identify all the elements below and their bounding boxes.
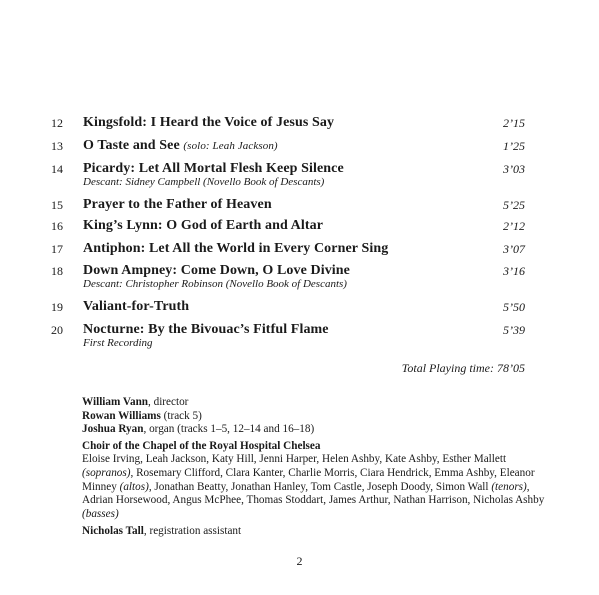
track-duration: 3’03 <box>503 162 525 176</box>
tenor-names: , Jonathan Beatty, Jonathan Hanley, Tom Castle, Joseph Doody, Simon Wall <box>148 480 489 493</box>
credit-role: , director <box>148 396 189 408</box>
track-title <box>83 218 323 234</box>
credit-assistant <box>82 525 552 539</box>
credit-name: Joshua Ryan <box>82 423 144 436</box>
credit-name: William Vann <box>82 396 149 408</box>
track-title <box>83 161 344 177</box>
voice-label-altos: (altos) <box>119 480 149 493</box>
track-title <box>83 197 272 213</box>
track-number: 19 <box>51 300 63 314</box>
track-title-text: O Taste and See <box>83 138 180 153</box>
credit-role: , organ (tracks 1–5, 12–14 and 16–18) <box>143 423 315 436</box>
credit-name: Rowan Williams <box>82 409 161 422</box>
track-duration: 5’25 <box>503 198 525 212</box>
track-number: 20 <box>51 323 63 337</box>
bass-names: , Adrian Horsewood, Angus McPhee, Thomas Stoddart, James Arthur, Nathan Harrison, Nicholas Ashby <box>82 480 545 507</box>
track-title-text: Antiphon: Let All the World in Every Corner Sing <box>83 241 389 256</box>
track-duration: 2’15 <box>503 116 525 130</box>
performer-credits <box>82 396 552 539</box>
voice-label-basses: (basses) <box>82 507 119 520</box>
track-title-text: Nocturne: By the Bivouac’s Fitful Flame <box>83 322 329 337</box>
track-duration: 5’50 <box>503 300 525 314</box>
track-number: 15 <box>51 198 63 212</box>
track-title-text: Kingsfold: I Heard the Voice of Jesus Say <box>83 115 335 130</box>
credit-director <box>82 396 552 410</box>
track-title <box>83 263 350 279</box>
track-title <box>83 241 388 257</box>
track-title-text: Picardy: Let All Mortal Flesh Keep Silence <box>83 161 344 176</box>
credit-role: (track 5) <box>160 409 202 422</box>
credit-role: , registration assistant <box>143 525 242 538</box>
track-recording-note: First Recording <box>83 337 153 349</box>
track-duration: 2’12 <box>503 219 525 233</box>
track-title-text: Prayer to the Father of Heaven <box>83 197 272 212</box>
soprano-names: Eloise Irving, Leah Jackson, Katy Hill, Jenni Harper, Helen Ashby, Kate Ashby, Esther Mallett <box>82 453 507 466</box>
track-descant-credit: Descant: Sidney Campbell (Novello Book of Descants) <box>83 176 325 188</box>
track-title-text: Down Ampney: Come Down, O Love Divine <box>83 263 350 278</box>
page-number: 2 <box>296 554 303 568</box>
track-title <box>83 322 329 338</box>
track-number: 17 <box>51 242 63 256</box>
choir-title: Choir of the Chapel of the Royal Hospital Chelsea <box>82 439 321 452</box>
voice-label-tenors: (tenors) <box>491 480 527 493</box>
track-title-text: King’s Lynn: O God of Earth and Altar <box>83 218 324 233</box>
voice-label-sopranos: (sopranos) <box>82 466 131 479</box>
track-number: 14 <box>51 162 63 176</box>
track-title <box>83 299 189 315</box>
track-title-text: Valiant-for-Truth <box>83 299 190 314</box>
track-number: 16 <box>51 219 63 233</box>
track-number: 18 <box>51 264 63 278</box>
track-duration: 1’25 <box>503 139 525 153</box>
track-soloist: (solo: Leah Jackson) <box>183 140 278 152</box>
credit-organist <box>82 423 552 437</box>
total-playing-time: Total Playing time: 78’05 <box>401 361 525 375</box>
track-duration: 3’07 <box>503 242 525 256</box>
alto-names: , Rosemary Clifford, Clara Kanter, Charlie Morris, Ciara Hendrick, Emma Ashby, Eleanor Minney <box>82 466 535 493</box>
credit-speaker <box>82 410 552 424</box>
credit-name: Nicholas Tall <box>82 525 144 538</box>
track-number: 12 <box>51 116 63 130</box>
track-title <box>83 115 334 131</box>
choir-members <box>82 453 552 521</box>
track-duration: 3’16 <box>503 264 525 278</box>
track-number: 13 <box>51 139 63 153</box>
track-duration: 5’39 <box>503 323 525 337</box>
track-descant-credit: Descant: Christopher Robinson (Novello Book of Descants) <box>83 278 347 290</box>
track-title <box>83 138 278 154</box>
